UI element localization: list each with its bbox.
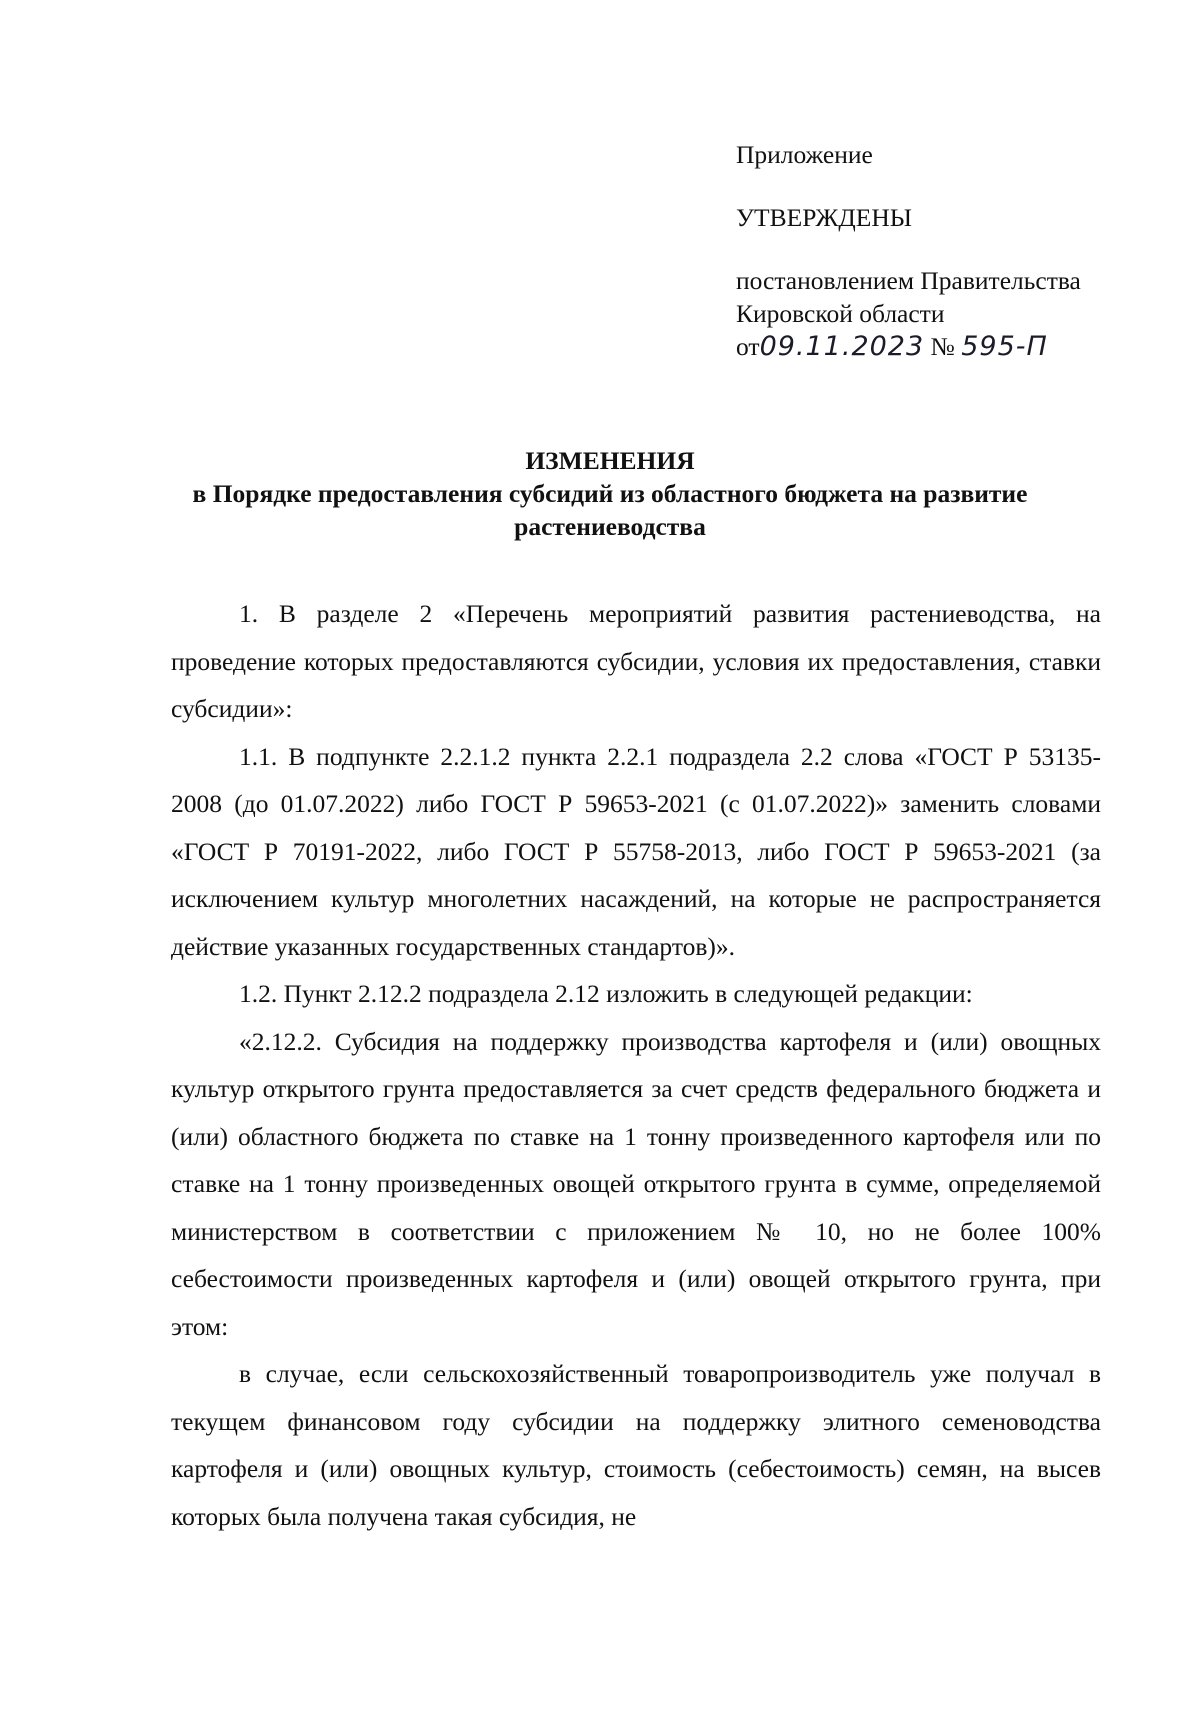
approved-by-line-1: постановлением Правительства (736, 266, 1081, 295)
number-sign: № (930, 332, 955, 361)
approval-block (736, 138, 1136, 363)
document-body (171, 590, 1101, 1540)
appendix-label: Приложение (736, 140, 873, 169)
approved-by-line-2: Кировской области (736, 299, 945, 328)
document-title (120, 444, 1100, 543)
resolution-date-number (736, 330, 1136, 363)
paragraph-1: 1. В разделе 2 «Перечень мероприятий развития растениеводства, на проведение которых предоставляются субсидии, условия их предоставления, ставки субсидии»: (171, 599, 1101, 723)
title-subheading-line-2: растениеводства (514, 512, 706, 541)
title-subheading-line-1: в Порядке предоставления субсидий из областного бюджета на развитие (192, 479, 1028, 508)
paragraph-2-12-2: «2.12.2. Субсидия на поддержку производства картофеля и (или) овощных культур открытого грунта предоставляется за счет средств федерального бюджета и (или) областного бюджета по ставке на 1 тонну произведенного картофеля или по ставке на 1 тонну произведенных овощей открытого грунта в сумме, определяемой министерством в соответствии с приложением № 10, но не более 100% себестоимости произведенных картофеля и (или) овощей открытого грунта, при этом: (171, 1026, 1101, 1341)
title-heading: ИЗМЕНЕНИЯ (525, 446, 695, 475)
handwritten-date: 09.11.2023 (759, 331, 925, 362)
from-prefix: от (736, 332, 760, 361)
paragraph-1-2: 1.2. Пункт 2.12.2 подраздела 2.12 изложить в следующей редакции: (239, 979, 973, 1008)
paragraph-1-1: 1.1. В подпункте 2.2.1.2 пункта 2.2.1 подраздела 2.2 слова «ГОСТ Р 53135-2008 (до 01.07.2022) либо ГОСТ Р 59653-2021 (с 01.07.2022)» заменить словами «ГОСТ Р 70191-2022, либо ГОСТ Р 55758-2013, либо ГОСТ Р 59653-2021 (за исключением культур многолетних насаждений, на которые не распространяется действие указанных государственных стандартов)». (171, 741, 1101, 961)
handwritten-number: 595-П (961, 331, 1048, 362)
approved-label: УТВЕРЖДЕНЫ (736, 203, 912, 232)
paragraph-condition: в случае, если сельскохозяйственный товаропроизводитель уже получал в текущем финансовом году субсидии на поддержку элитного семеноводства картофеля и (или) овощных культур, стоимость (себестоимость) семян, на высев которых была получена такая субсидия, не (171, 1359, 1101, 1531)
